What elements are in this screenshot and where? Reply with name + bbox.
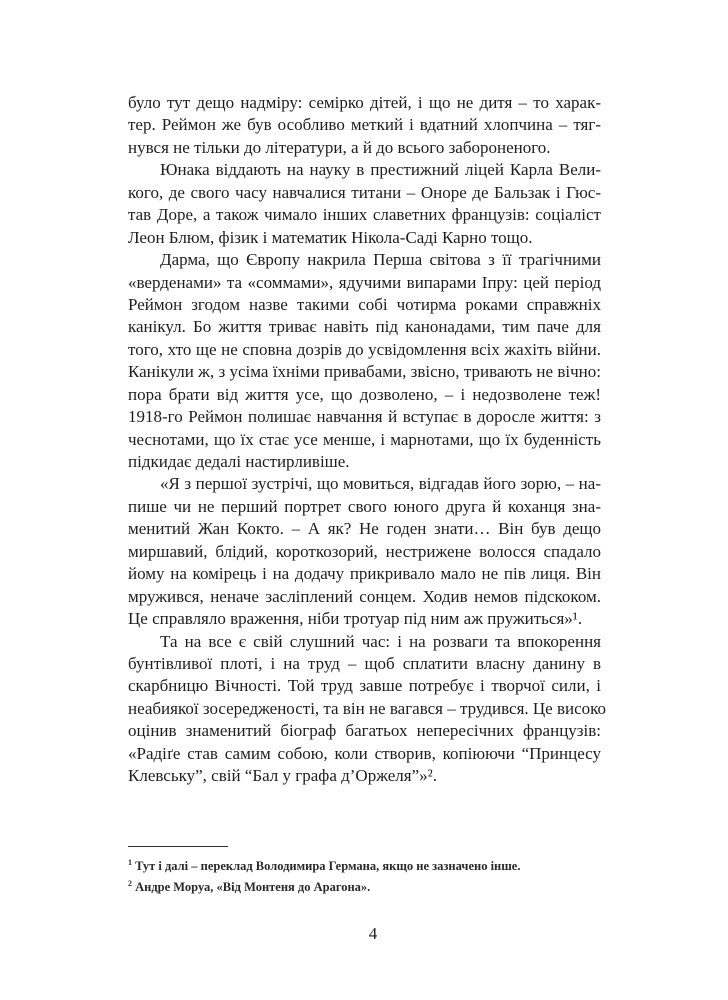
text-line: канікул. Бо життя триває навіть під канонадами, тим паче для xyxy=(128,317,601,337)
text-line: Канікули ж, з усіма їхніми привабами, звісно, тривають не вічно: xyxy=(128,362,601,382)
text-line: скарбницю Вічності. Той труд завше потребує і творчої сили, і xyxy=(128,676,601,696)
text-line: того, хто ще не сповна дозрів до усвідомлення всіх жахіть війни. xyxy=(128,339,601,359)
text-line: «Я з першої зустрічі, що мовиться, відгадав його зорю, – на- xyxy=(160,474,601,494)
text-line: 1918-го Реймон полишає навчання й вступає в доросле життя: з xyxy=(128,407,601,427)
text-line: підкидає дедалі настирливіше. xyxy=(128,452,350,471)
text-line: бунтівливої плоті, і на труд – щоб сплатити власну данину в xyxy=(128,653,601,673)
text-line: неабиякої зосередженості, та він не вагався – трудився. Це високо xyxy=(128,698,607,718)
text-line: тав Доре, а також чимало інших славетних французів: соціаліст xyxy=(128,205,601,225)
text-line: Леон Блюм, фізик і математик Нікола-Саді Карно тощо. xyxy=(128,227,533,247)
footnote-2 xyxy=(128,879,370,895)
text-line: мружився, неначе засліплений сонцем. Ходив немов підскоком. xyxy=(128,586,601,606)
footnote-text: Тут і далі – переклад Володимира Германа, якщо не зазначено інше. xyxy=(135,859,521,874)
body-text xyxy=(128,92,607,788)
text-line: було тут дещо надміру: семірко дітей, і що не дитя – то харак- xyxy=(128,93,601,112)
text-line: Це справляло враження, ніби тротуар під ним аж пружиться»¹. xyxy=(128,609,583,629)
text-line: чеснотами, що їх стає усе менше, і марнотами, що їх буденність xyxy=(128,429,601,449)
text-line: нувся не тільки до літератури, а й до всього забороненого. xyxy=(128,137,551,157)
text-line: Клевську”, свій “Бал у графа д’Оржеля”»². xyxy=(128,766,437,786)
text-line: Дарма, що Європу накрила Перша світова з її трагічними xyxy=(160,250,601,270)
text-line: менитий Жан Кокто. – А як? Не годен знати… Він був дещо xyxy=(128,519,601,539)
page-number: 4 xyxy=(368,924,378,943)
footnote-text: Андре Моруа, «Від Монтеня до Арагона». xyxy=(135,880,371,895)
text-line: «верденами» та «соммами», ядучими випарами Іпру: цей період xyxy=(128,272,601,292)
text-line: Юнака віддають на науку в престижний ліцей Карла Вели- xyxy=(160,160,601,180)
text-line: миршавий, блідий, короткозорий, нестрижене волосся спадало xyxy=(128,541,601,561)
text-line: Та на все є свій слушний час: і на розваги та впокорення xyxy=(160,631,601,651)
text-line: кого, де свого часу навчалися титани – Оноре де Бальзак і Гюс- xyxy=(128,182,601,202)
text-line: йому на комірець і на додачу прикривало мало не пів лиця. Він xyxy=(128,564,601,584)
text-line: пора брати від життя усе, що дозволено, – і недозволене теж! xyxy=(128,384,601,404)
text-line: тер. Реймон же був особливо меткий і вдатний хлопчина – тяг- xyxy=(128,115,601,135)
text-line: «Радіґе став самим собою, коли створив, копіюючи “Принцесу xyxy=(128,743,601,763)
footnote-mark: 1 xyxy=(128,858,132,867)
footnote-1 xyxy=(128,858,520,874)
text-line: оцінив знаменитий біограф багатьох непересічних французів: xyxy=(128,721,601,741)
text-line: Реймон згодом назве такими собі чотирма роками справжніх xyxy=(128,294,601,314)
text-line: пише чи не перший портрет свого юного друга й коханця зна- xyxy=(128,496,601,516)
footnote-separator xyxy=(128,846,228,847)
footnote-mark: 2 xyxy=(128,879,132,888)
